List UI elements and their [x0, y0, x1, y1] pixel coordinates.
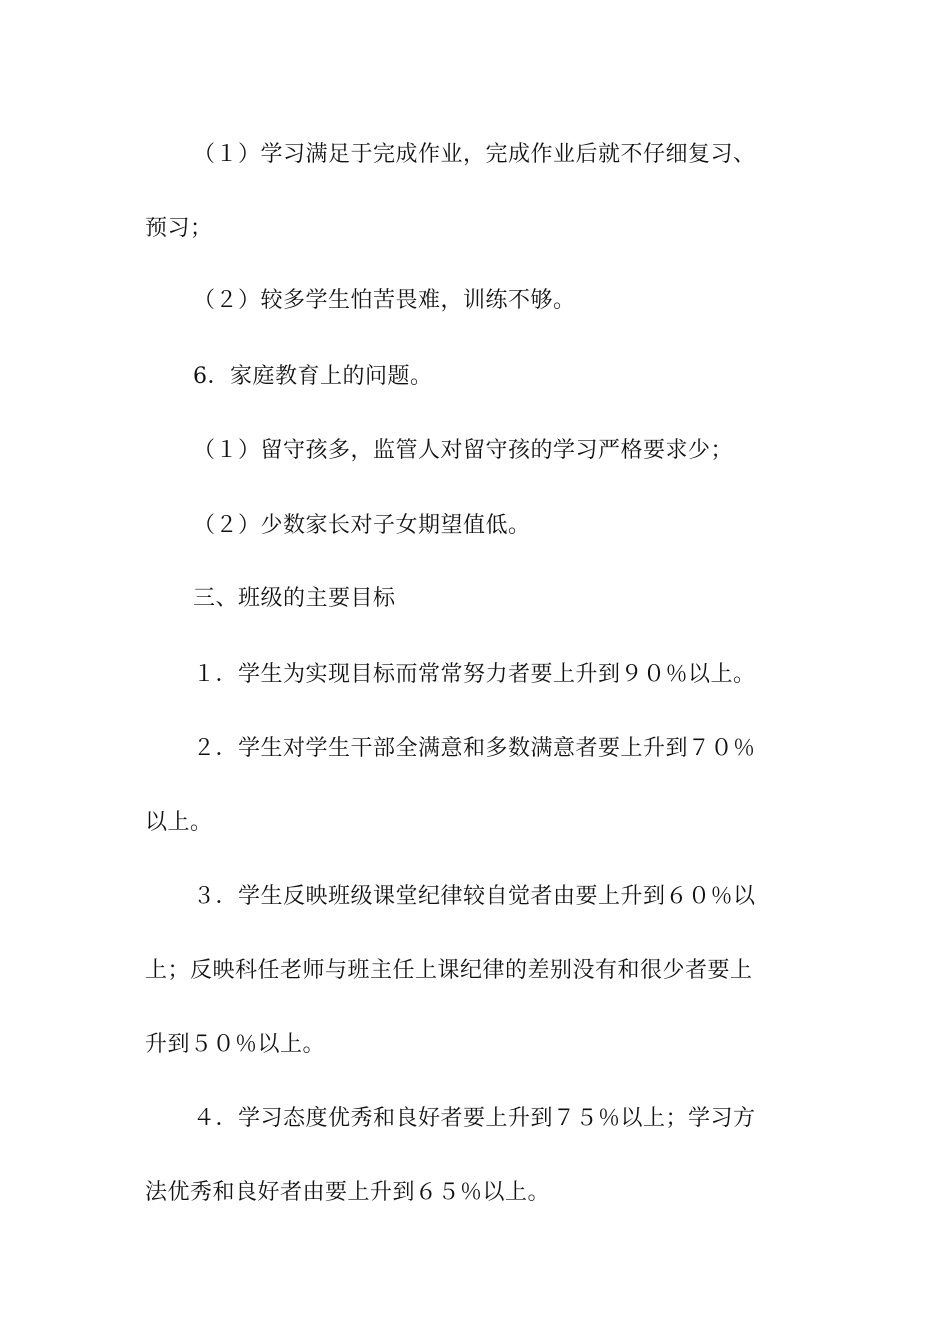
paragraph-line: ３．学生反映班级课堂纪律较自觉者由要上升到６０％以 — [193, 884, 756, 909]
paragraph-line: 以上。 — [145, 810, 213, 835]
paragraph-line: （１）学习满足于完成作业，完成作业后就不仔细复习、 — [193, 142, 756, 167]
paragraph-line: （２）少数家长对子女期望值低。 — [193, 513, 531, 538]
paragraph-line: （１）留守孩多，监管人对留守孩的学习严格要求少； — [193, 438, 734, 463]
paragraph-line: （２）较多学生怕苦畏难，训练不够。 — [193, 288, 576, 313]
paragraph-line: 上；反映科任老师与班主任上课纪律的差别没有和很少者要上 — [145, 958, 753, 983]
paragraph-line: 预习； — [145, 216, 213, 241]
paragraph-line: 法优秀和良好者由要上升到６５％以上。 — [145, 1180, 551, 1205]
paragraph-line: ２．学生对学生干部全满意和多数满意者要上升到７０％ — [193, 736, 756, 761]
section-heading: 三、班级的主要目标 — [193, 586, 396, 611]
paragraph-line: １．学生为实现目标而常常努力者要上升到９０％以上。 — [193, 662, 756, 687]
paragraph-line: 升到５０％以上。 — [145, 1032, 326, 1057]
section-heading: 6．家庭教育上的问题。 — [193, 364, 433, 389]
paragraph-line: ４．学习态度优秀和良好者要上升到７５％以上；学习方 — [193, 1106, 756, 1131]
